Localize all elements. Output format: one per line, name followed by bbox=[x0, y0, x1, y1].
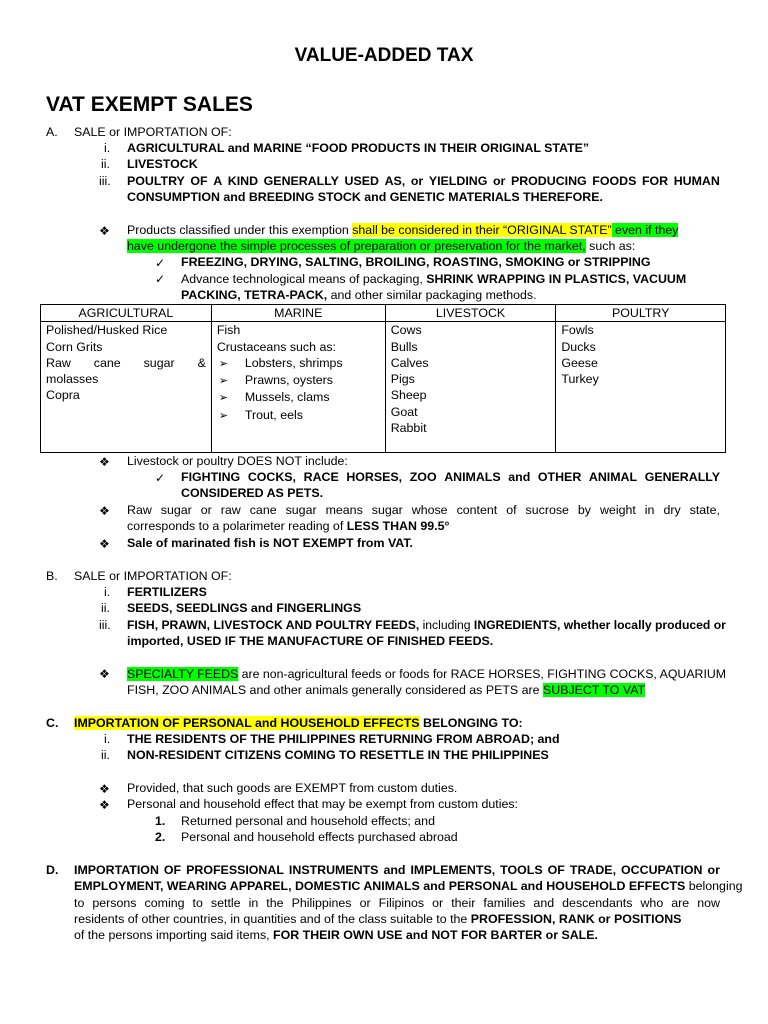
table-cell-item: ➢ Mussels, clams bbox=[217, 389, 380, 406]
poultry-cell bbox=[556, 322, 726, 453]
diamond-bullet-icon: ❖ bbox=[99, 537, 110, 551]
note-custom-duties: Provided, that such goods are EXEMPT from custom duties. bbox=[127, 781, 458, 795]
diamond-bullet-icon: ❖ bbox=[99, 667, 110, 681]
table-cell-item: Fowls bbox=[561, 323, 594, 338]
list-number: i. bbox=[104, 732, 111, 746]
marine-cell bbox=[211, 322, 385, 453]
list-number: iii. bbox=[99, 618, 111, 632]
list-item: Personal and household effects purchased abroad bbox=[181, 830, 458, 844]
diamond-bullet-icon: ❖ bbox=[99, 782, 110, 796]
list-item-continued: imported, USED IF THE MANUFACTURE OF FINISHED FEEDS. bbox=[127, 634, 494, 648]
section-d-text: of the persons importing said items, FOR THEIR OWN USE and NOT FOR BARTER or SALE. bbox=[74, 928, 598, 942]
list-number: iii. bbox=[99, 174, 111, 188]
section-d-text: residents of other countries, in quantities and of the class suitable to the PROFESSION, RANK or POSITIONS bbox=[74, 912, 682, 926]
note-original-state: Products classified under this exemption shall be considered in their “ORIGINAL STATE” even if they bbox=[127, 223, 679, 237]
table-cell-item: Rabbit bbox=[390, 421, 427, 436]
list-number: i. bbox=[104, 585, 111, 599]
note-specialty-feeds: SPECIALTY FEEDS are non-agricultural feeds or foods for RACE HORSES, FIGHTING COCKS, AQUARIUM bbox=[127, 667, 727, 681]
check-item: Advance technological means of packaging, SHRINK WRAPPING IN PLASTICS, VACUUM bbox=[181, 272, 687, 286]
section-d-text: to persons coming to settle in the Philippines or Filipinos or their families and descendants who are now bbox=[74, 896, 720, 910]
list-number: ii. bbox=[101, 157, 110, 171]
table-cell-item: Goat bbox=[390, 404, 418, 419]
list-item: Returned personal and household effects; and bbox=[181, 814, 435, 828]
table-cell-item: ➢ Prawns, oysters bbox=[217, 372, 380, 389]
table-cell-item: Crustaceans such as: bbox=[216, 339, 336, 354]
diamond-bullet-icon: ❖ bbox=[99, 455, 110, 469]
note-exempt-effects: Personal and household effect that may be exempt from custom duties: bbox=[127, 797, 518, 811]
table-cell-item: Corn Grits bbox=[46, 339, 103, 354]
list-item-continued: CONSUMPTION and BREEDING STOCK and GENETIC MATERIALS THEREFORE. bbox=[127, 190, 603, 204]
table-cell-item: Pigs bbox=[390, 372, 415, 387]
list-item: POULTRY OF A KIND GENERALLY USED AS, or YIELDING or PRODUCING FOODS FOR HUMAN bbox=[127, 174, 720, 188]
list-item: THE RESIDENTS OF THE PHILIPPINES RETURNING FROM ABROAD; and bbox=[127, 732, 560, 746]
arrow-bullet-icon: ➢ bbox=[218, 356, 229, 370]
check-item: FREEZING, DRYING, SALTING, BROILING, ROASTING, SMOKING or STRIPPING bbox=[181, 255, 651, 269]
table-cell-item: Polished/Husked Rice bbox=[46, 323, 168, 338]
diamond-bullet-icon: ❖ bbox=[99, 504, 110, 518]
table-cell-item: Raw cane sugar & bbox=[46, 355, 206, 370]
table-cell-item: Calves bbox=[390, 355, 429, 370]
table-cell-item: Turkey bbox=[561, 372, 599, 387]
list-number: 2. bbox=[155, 830, 166, 844]
note-exclusion: Livestock or poultry DOES NOT include: bbox=[127, 454, 348, 468]
product-table bbox=[40, 304, 726, 453]
document-title: VALUE-ADDED TAX bbox=[294, 45, 474, 66]
table-header: POULTRY bbox=[556, 305, 726, 322]
table-cell-item: Ducks bbox=[561, 339, 596, 354]
section-c-letter: C. bbox=[46, 716, 59, 730]
table-cell-item: Fish bbox=[216, 323, 241, 338]
arrow-bullet-icon: ➢ bbox=[218, 374, 229, 388]
diamond-bullet-icon: ❖ bbox=[99, 224, 110, 238]
checkmark-icon: ✓ bbox=[155, 471, 166, 485]
list-number: ii. bbox=[101, 748, 110, 762]
section-b-intro: SALE or IMPORTATION OF: bbox=[74, 569, 232, 583]
diamond-bullet-icon: ❖ bbox=[99, 798, 110, 812]
table-cell-item: ➢ Lobsters, shrimps bbox=[217, 355, 380, 372]
table-header: AGRICULTURAL bbox=[41, 305, 212, 322]
check-item-continued: PACKING, TETRA-PACK, and other similar packaging methods. bbox=[181, 288, 537, 302]
table-header: MARINE bbox=[211, 305, 385, 322]
table-cell-item: Cows bbox=[390, 323, 422, 338]
note-raw-sugar-continued: corresponds to a polarimeter reading of LESS THAN 99.5° bbox=[127, 519, 450, 533]
section-d-text: IMPORTATION OF PROFESSIONAL INSTRUMENTS and IMPLEMENTS, TOOLS OF TRADE, OCCUPATION or bbox=[74, 863, 720, 877]
checkmark-icon: ✓ bbox=[155, 256, 166, 270]
list-item: SEEDS, SEEDLINGS and FINGERLINGS bbox=[127, 601, 362, 615]
section-d-text: EMPLOYMENT, WEARING APPAREL, DOMESTIC ANIMALS and PERSONAL and HOUSEHOLD EFFECTS belonging bbox=[74, 879, 743, 893]
list-number: i. bbox=[104, 141, 111, 155]
table-header: LIVESTOCK bbox=[385, 305, 556, 322]
table-cell-item: ➢ Trout, eels bbox=[217, 407, 380, 424]
list-item: NON-RESIDENT CITIZENS COMING TO RESETTLE IN THE PHILIPPINES bbox=[127, 748, 549, 762]
section-a-intro: SALE or IMPORTATION OF: bbox=[74, 125, 232, 139]
section-c-intro: IMPORTATION OF PERSONAL and HOUSEHOLD EFFECTS BELONGING TO: bbox=[74, 716, 523, 730]
note-original-state-continued: have undergone the simple processes of preparation or preservation for the market, such as: bbox=[127, 239, 636, 253]
list-number: 1. bbox=[155, 814, 166, 828]
section-d-letter: D. bbox=[46, 863, 59, 877]
list-item: FERTILIZERS bbox=[127, 585, 207, 599]
livestock-cell bbox=[385, 322, 556, 453]
check-item: FIGHTING COCKS, RACE HORSES, ZOO ANIMALS and OTHER ANIMAL GENERALLY bbox=[181, 470, 720, 484]
table-cell-item: molasses bbox=[46, 372, 99, 387]
table-cell-item: Bulls bbox=[390, 339, 418, 354]
arrow-bullet-icon: ➢ bbox=[218, 408, 229, 422]
list-number: ii. bbox=[101, 601, 110, 615]
section-a-letter: A. bbox=[46, 125, 58, 139]
checkmark-icon: ✓ bbox=[155, 272, 166, 286]
note-specialty-feeds-continued: FISH, ZOO ANIMALS and other animals generally considered as PETS are SUBJECT TO VAT bbox=[127, 683, 646, 697]
arrow-bullet-icon: ➢ bbox=[218, 391, 229, 405]
list-item: LIVESTOCK bbox=[127, 157, 198, 171]
table-cell-item: Sheep bbox=[390, 388, 427, 403]
agricultural-cell bbox=[41, 322, 212, 453]
section-b-letter: B. bbox=[46, 569, 58, 583]
note-raw-sugar: Raw sugar or raw cane sugar means sugar whose content of sucrose by weight in dry state, bbox=[127, 503, 720, 517]
note-marinated-fish: Sale of marinated fish is NOT EXEMPT from VAT. bbox=[127, 536, 413, 550]
table-cell-item: Geese bbox=[561, 355, 598, 370]
check-item-continued: CONSIDERED AS PETS. bbox=[181, 486, 324, 500]
list-item: AGRICULTURAL and MARINE “FOOD PRODUCTS IN THEIR ORIGINAL STATE” bbox=[127, 141, 590, 155]
section-heading: VAT EXEMPT SALES bbox=[46, 93, 253, 116]
table-cell-item: Copra bbox=[46, 388, 80, 403]
list-item: FISH, PRAWN, LIVESTOCK AND POULTRY FEEDS, including INGREDIENTS, whether locally produced or bbox=[127, 618, 726, 632]
